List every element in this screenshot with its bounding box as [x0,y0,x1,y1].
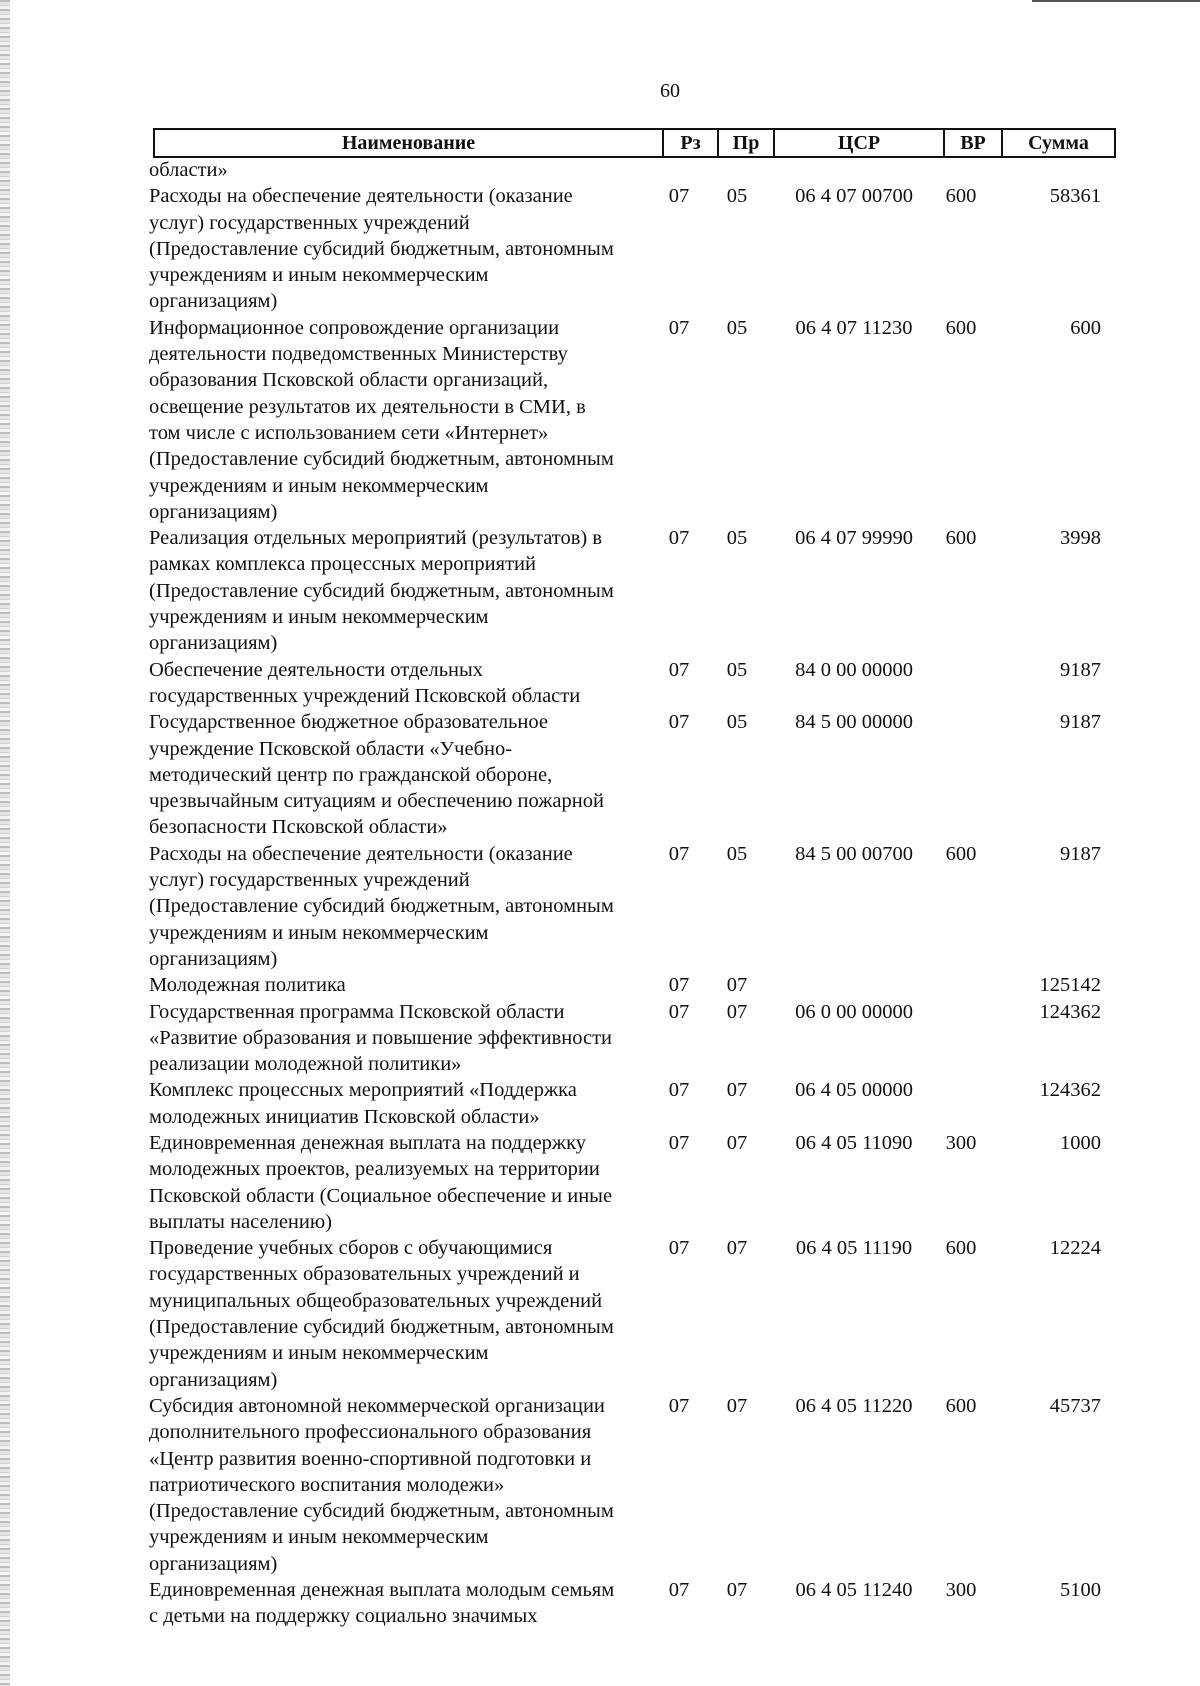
row-name-line: Обеспечение деятельности отдельных [149,658,484,681]
row-vr: 300 [945,1131,977,1154]
row-name-line: реализации молодежной политики» [149,1053,462,1076]
row-name [149,1235,665,1393]
table-row [0,1130,1200,1235]
row-name [149,972,665,998]
row-name-line: учреждениям и иным некоммерческим [149,921,489,944]
header-vr: ВР [943,128,1003,158]
row-name [149,999,665,1078]
row-name-line: методический центр по гражданской обороне, [149,763,553,786]
row-csr: 06 4 05 11240 [795,1579,913,1602]
row-csr: 84 0 00 00000 [795,658,913,681]
row-sum: 58361 [1049,185,1101,208]
row-name-line: учреждениям и иным некоммерческим [149,606,489,629]
row-name-line: Псковской области (Социальное обеспечение и иные [149,1184,613,1207]
row-name-line: учреждениям и иным некоммерческим [149,264,489,287]
row-name-line: организациям) [149,632,278,655]
budget-table-body [0,157,1200,1630]
row-name-line: рамках комплекса процессных мероприятий [149,553,536,576]
row-name [149,1393,665,1577]
row-sum: 9187 [1060,842,1101,865]
row-vr: 600 [945,1237,977,1260]
row-name-line: дополнительного профессионального образования [149,1421,592,1444]
row-name [149,157,665,183]
row-sum: 45737 [1049,1394,1101,1417]
row-name [149,183,665,314]
row-pr: 05 [726,527,748,550]
row-name-line: с детьми на поддержку социально значимых [149,1605,538,1628]
row-name-line: организациям) [149,1552,278,1575]
row-name-line: (Предоставление субсидий бюджетным, автономным [149,448,614,471]
row-sum: 124362 [1039,1000,1101,1023]
row-name-line: Субсидия автономной некоммерческой организации [149,1394,605,1417]
table-row [0,157,1200,183]
row-csr: 06 4 05 11190 [795,1237,913,1260]
row-name [149,315,665,525]
row-name-line: выплаты населению) [149,1210,333,1233]
row-csr: 06 4 05 00000 [795,1079,913,1102]
row-sum: 600 [1070,316,1101,339]
row-name-line: услуг) государственных учреждений [149,211,470,234]
row-sum: 5100 [1060,1579,1101,1602]
row-sum: 9187 [1060,658,1101,681]
header-sum: Сумма [1001,128,1116,158]
table-row [0,1393,1200,1577]
row-name-line: «Развитие образования и повышение эффективности [149,1026,613,1049]
row-pr: 05 [726,842,748,865]
row-name-line: патриотического воспитания молодежи» [149,1473,505,1496]
row-rz: 07 [668,658,690,681]
row-sum: 3998 [1060,527,1101,550]
row-csr: 84 5 00 00700 [795,842,913,865]
table-row [0,525,1200,656]
table-row [0,315,1200,525]
row-rz: 07 [668,1394,690,1417]
row-csr: 06 0 00 00000 [795,1000,913,1023]
row-pr: 07 [726,1131,748,1154]
row-pr: 07 [726,1079,748,1102]
row-name-line: учреждениям и иным некоммерческим [149,1526,489,1549]
row-name-line: области» [149,159,228,181]
table-row [0,1235,1200,1393]
row-sum: 12224 [1049,1237,1101,1260]
row-csr: 06 4 07 00700 [795,185,913,208]
header-rz: Рз [662,128,719,158]
row-pr: 07 [726,1579,748,1602]
table-row [0,972,1200,998]
row-name-line: том числе с использованием сети «Интернет» [149,421,549,444]
table-row [0,841,1200,972]
row-name-line: Проведение учебных сборов с обучающимися [149,1237,553,1260]
row-rz: 07 [668,1000,690,1023]
row-sum: 124362 [1039,1079,1101,1102]
row-name-line: муниципальных общеобразовательных учреждений [149,1289,603,1312]
row-vr: 600 [945,316,977,339]
row-rz: 07 [668,1579,690,1602]
row-vr: 600 [945,842,977,865]
row-name-line: чрезвычайным ситуациям и обеспечению пожарной [149,790,604,813]
row-name-line: (Предоставление субсидий бюджетным, автономным [149,895,614,918]
table-row [0,1577,1200,1630]
table-row [0,657,1200,710]
row-name [149,841,665,972]
row-name-line: услуг) государственных учреждений [149,869,470,892]
row-name-line: государственных образовательных учреждений и [149,1263,580,1286]
header-name: Наименование [153,128,664,158]
row-pr: 05 [726,316,748,339]
row-name-line: Молодежная политика [149,974,346,997]
row-name-line: молодежных инициатив Псковской области» [149,1105,540,1128]
row-vr: 600 [945,1394,977,1417]
row-name-line: учреждение Псковской области «Учебно- [149,737,513,760]
row-name-line: организациям) [149,290,278,313]
row-name-line: Единовременная денежная выплата молодым семьям [149,1579,615,1602]
header-pr: Пр [717,128,775,158]
row-rz: 07 [668,1079,690,1102]
row-name-line: Реализация отдельных мероприятий (результатов) в [149,527,603,550]
row-rz: 07 [668,185,690,208]
row-sum: 1000 [1060,1131,1101,1154]
table-row [0,1077,1200,1130]
row-rz: 07 [668,527,690,550]
header-csr: ЦСР [773,128,945,158]
row-pr: 07 [726,1394,748,1417]
row-name-line: организациям) [149,500,278,523]
row-name-line: Комплекс процессных мероприятий «Поддержка [149,1079,577,1102]
row-name [149,525,665,656]
row-pr: 07 [726,974,748,997]
row-name-line: учреждениям и иным некоммерческим [149,1342,489,1365]
row-name [149,1130,665,1235]
row-rz: 07 [668,1131,690,1154]
row-name-line: освещение результатов их деятельности в СМИ, в [149,395,586,418]
row-sum: 9187 [1060,711,1101,734]
table-row [0,183,1200,314]
table-row [0,709,1200,840]
row-name-line: (Предоставление субсидий бюджетным, автономным [149,1316,614,1339]
row-name-line: (Предоставление субсидий бюджетным, автономным [149,237,614,260]
row-rz: 07 [668,711,690,734]
row-rz: 07 [668,974,690,997]
row-pr: 07 [726,1000,748,1023]
row-name-line: организациям) [149,947,278,970]
row-name-line: Расходы на обеспечение деятельности (оказание [149,842,573,865]
table-row [0,999,1200,1078]
row-sum: 125142 [1039,974,1101,997]
row-name-line: (Предоставление субсидий бюджетным, автономным [149,1500,614,1523]
row-name-line: «Центр развития военно-спортивной подготовки и [149,1447,592,1470]
row-vr: 600 [945,527,977,550]
row-name-line: Государственная программа Псковской области [149,1000,565,1023]
page-number: 60 [660,80,680,102]
row-pr: 07 [726,1237,748,1260]
row-name [149,1577,665,1630]
row-name-line: (Предоставление субсидий бюджетным, автономным [149,579,614,602]
row-name-line: Государственное бюджетное образовательное [149,711,548,734]
row-name-line: Расходы на обеспечение деятельности (оказание [149,185,573,208]
row-rz: 07 [668,1237,690,1260]
row-name-line: организациям) [149,1368,278,1391]
row-name-line: молодежных проектов, реализуемых на территории [149,1158,600,1181]
row-pr: 05 [726,711,748,734]
top-rule [1032,0,1200,2]
row-rz: 07 [668,842,690,865]
row-name-line: образования Псковской области организаций, [149,369,549,392]
row-name [149,709,665,840]
row-name [149,657,665,710]
row-name-line: безопасности Псковской области» [149,816,448,839]
row-name-line: Единовременная денежная выплата на поддержку [149,1131,586,1154]
row-csr: 06 4 05 11220 [795,1394,913,1417]
row-csr: 06 4 07 11230 [795,316,913,339]
row-vr: 300 [945,1579,977,1602]
row-name [149,1077,665,1130]
row-name-line: Информационное сопровождение организации [149,316,560,339]
row-name-line: государственных учреждений Псковской области [149,684,581,707]
row-name-line: учреждениям и иным некоммерческим [149,474,489,497]
row-vr: 600 [945,185,977,208]
row-pr: 05 [726,185,748,208]
row-csr: 06 4 05 11090 [795,1131,913,1154]
row-name-line: деятельности подведомственных Министерству [149,343,568,366]
row-csr: 06 4 07 99990 [795,527,913,550]
row-csr: 84 5 00 00000 [795,711,913,734]
row-pr: 05 [726,658,748,681]
row-rz: 07 [668,316,690,339]
